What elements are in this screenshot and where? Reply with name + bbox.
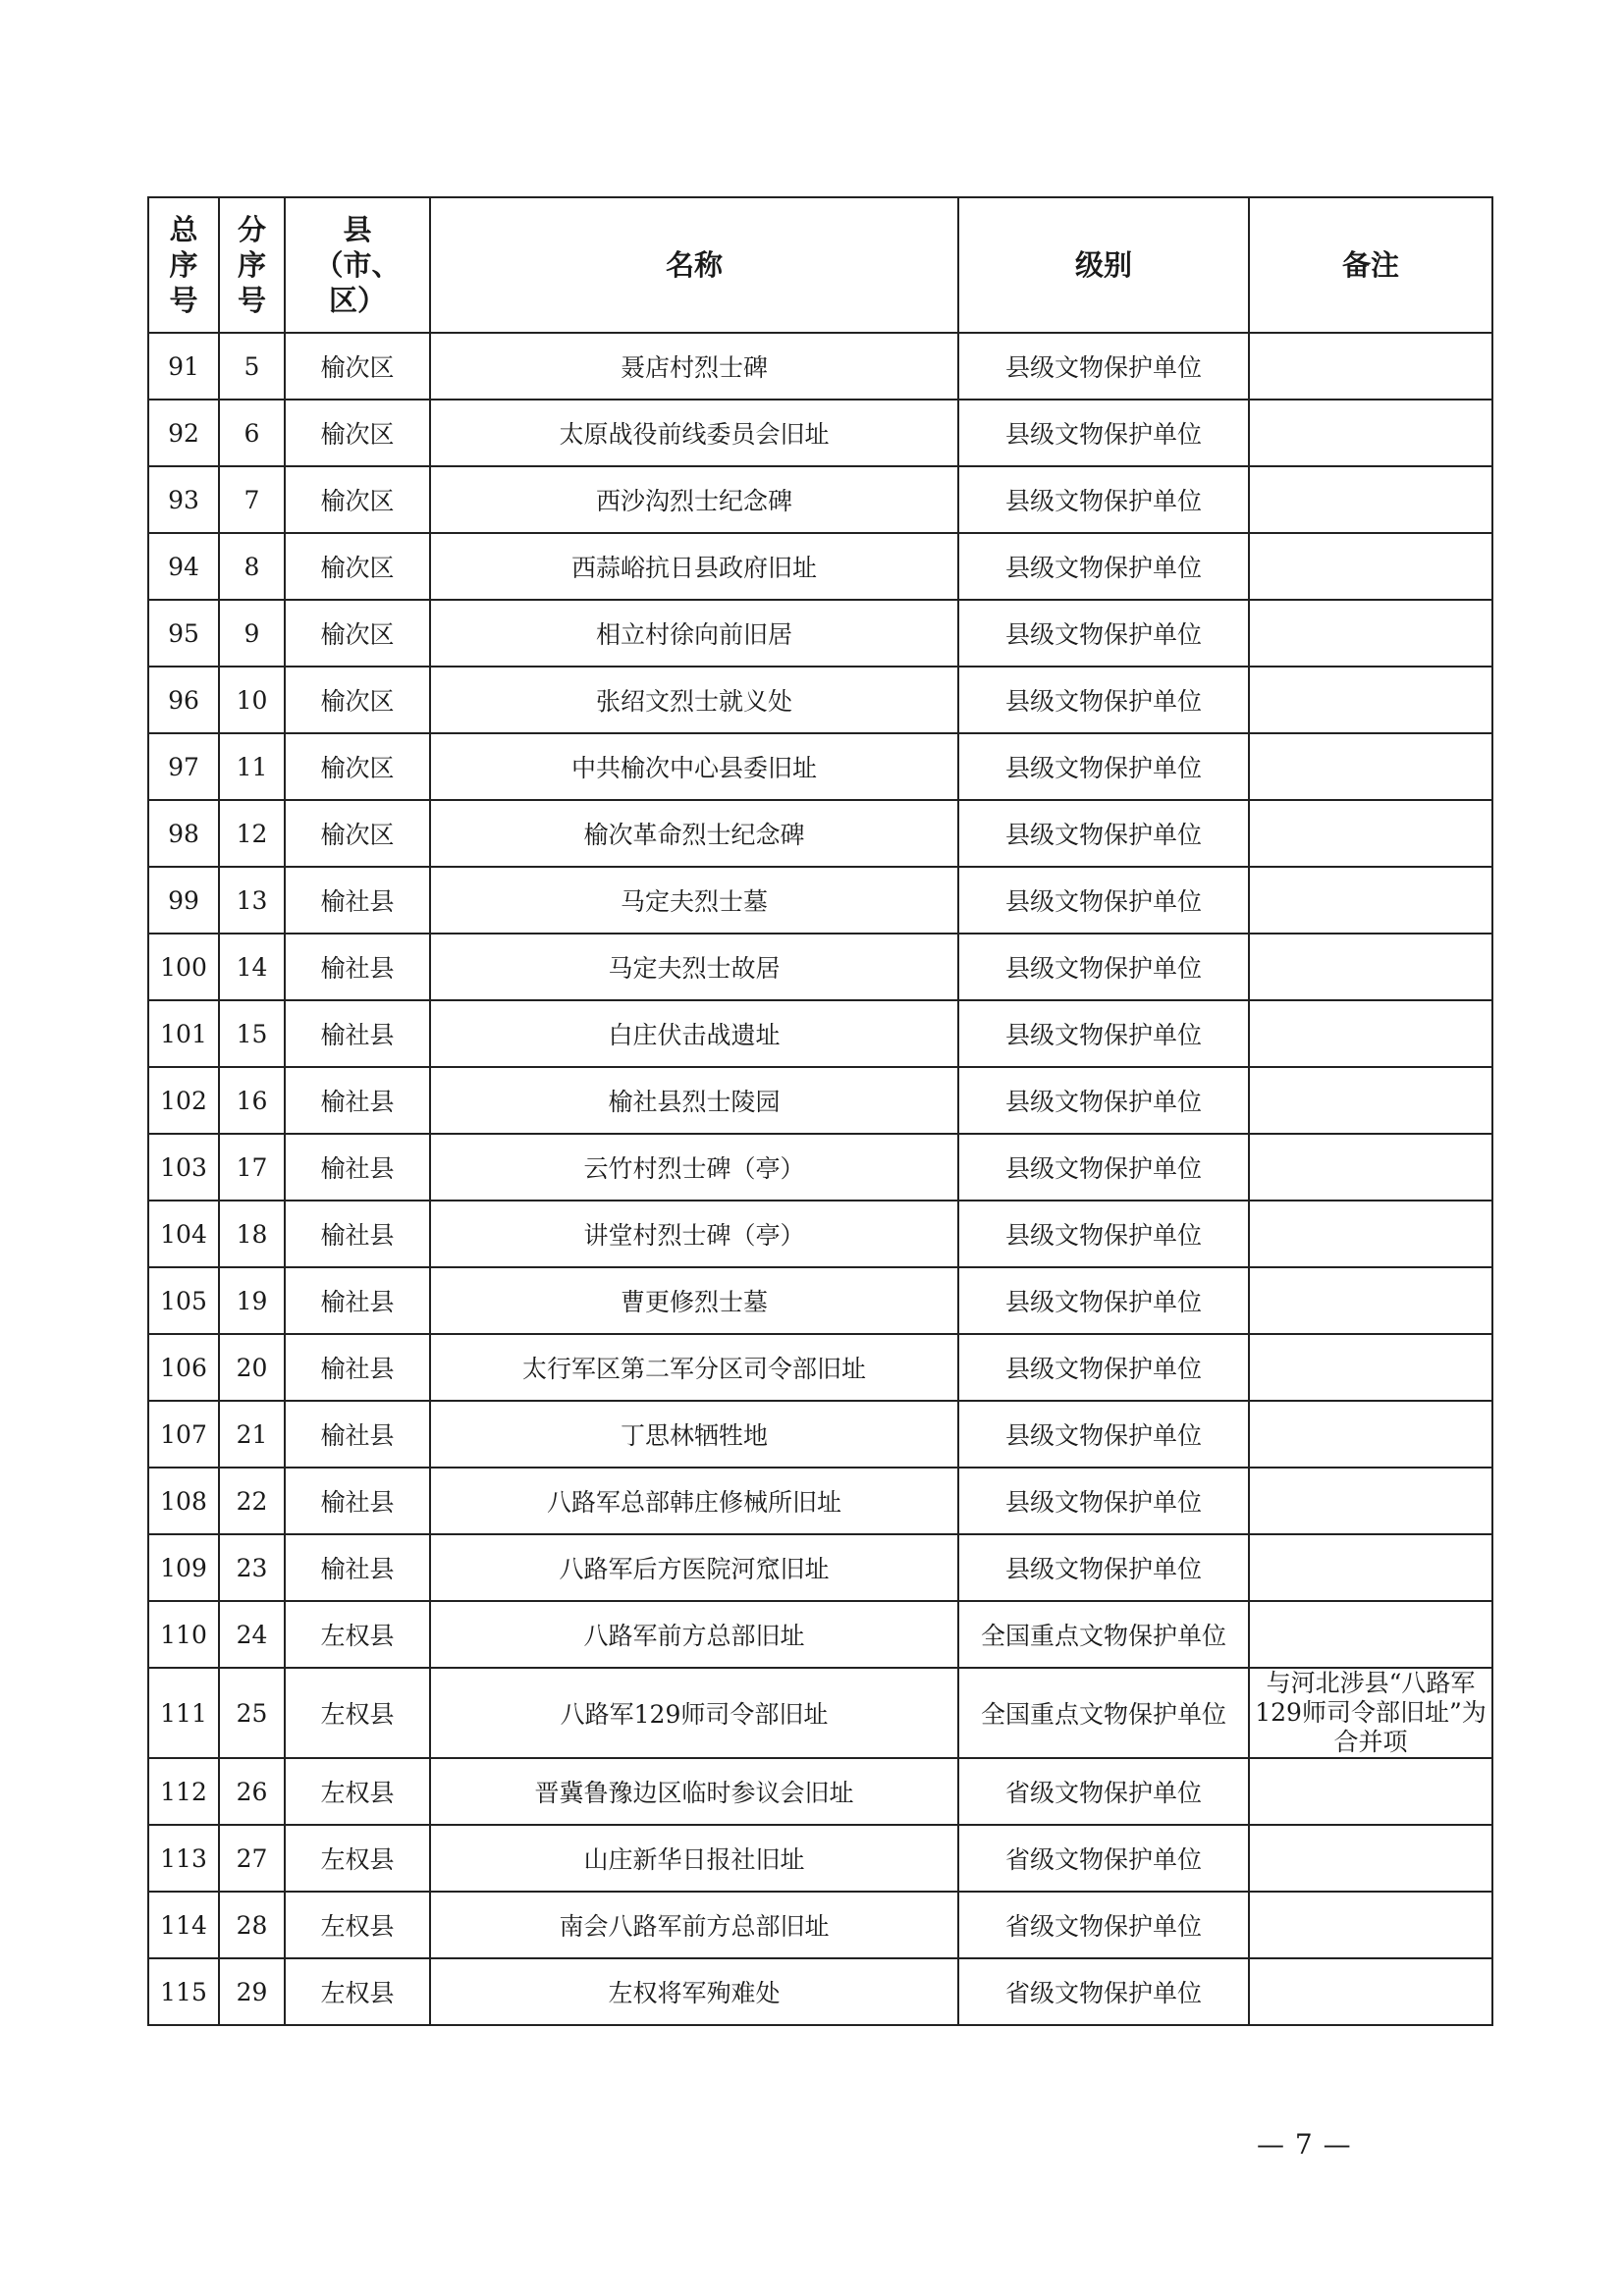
table-row bbox=[148, 333, 1492, 400]
cell-remark: 与河北涉县“八路军129师司令部旧址”为合并项 bbox=[1249, 1668, 1492, 1758]
cell-level: 县级文物保护单位 bbox=[958, 1067, 1249, 1134]
cell-county: 榆次区 bbox=[285, 533, 430, 600]
table-row bbox=[148, 1401, 1492, 1468]
cell-level: 省级文物保护单位 bbox=[958, 1758, 1249, 1825]
cell-total-seq: 113 bbox=[148, 1825, 219, 1892]
cell-county: 榆社县 bbox=[285, 1201, 430, 1267]
cell-sub-seq: 14 bbox=[219, 934, 285, 1000]
cell-name: 西沙沟烈士纪念碑 bbox=[430, 466, 958, 533]
table-row bbox=[148, 600, 1492, 667]
header-level: 级别 bbox=[958, 197, 1249, 333]
table-header-row bbox=[148, 197, 1492, 333]
cell-level: 县级文物保护单位 bbox=[958, 1534, 1249, 1601]
cell-level: 县级文物保护单位 bbox=[958, 1468, 1249, 1534]
cell-level: 县级文物保护单位 bbox=[958, 466, 1249, 533]
table-row bbox=[148, 1825, 1492, 1892]
cell-total-seq: 109 bbox=[148, 1534, 219, 1601]
table-row bbox=[148, 533, 1492, 600]
cell-name: 山庄新华日报社旧址 bbox=[430, 1825, 958, 1892]
cell-level: 省级文物保护单位 bbox=[958, 1892, 1249, 1958]
cell-total-seq: 115 bbox=[148, 1958, 219, 2025]
cell-name: 太原战役前线委员会旧址 bbox=[430, 400, 958, 466]
cell-name: 晋冀鲁豫边区临时参议会旧址 bbox=[430, 1758, 958, 1825]
header-total-seq: 总 序 号 bbox=[148, 197, 219, 333]
cell-total-seq: 112 bbox=[148, 1758, 219, 1825]
cell-sub-seq: 25 bbox=[219, 1668, 285, 1758]
cell-name: 西蒜峪抗日县政府旧址 bbox=[430, 533, 958, 600]
cell-sub-seq: 10 bbox=[219, 667, 285, 733]
cell-name: 中共榆次中心县委旧址 bbox=[430, 733, 958, 800]
cell-total-seq: 100 bbox=[148, 934, 219, 1000]
cell-remark bbox=[1249, 800, 1492, 867]
cell-level: 县级文物保护单位 bbox=[958, 400, 1249, 466]
heritage-table bbox=[147, 196, 1493, 2026]
cell-remark bbox=[1249, 1758, 1492, 1825]
cell-name: 太行军区第二军分区司令部旧址 bbox=[430, 1334, 958, 1401]
page-number: — 7 — bbox=[1257, 2128, 1352, 2161]
cell-sub-seq: 13 bbox=[219, 867, 285, 934]
cell-total-seq: 114 bbox=[148, 1892, 219, 1958]
cell-sub-seq: 23 bbox=[219, 1534, 285, 1601]
cell-remark bbox=[1249, 1000, 1492, 1067]
cell-level: 县级文物保护单位 bbox=[958, 533, 1249, 600]
table-row bbox=[148, 1267, 1492, 1334]
cell-sub-seq: 7 bbox=[219, 466, 285, 533]
cell-sub-seq: 17 bbox=[219, 1134, 285, 1201]
cell-county: 左权县 bbox=[285, 1668, 430, 1758]
cell-name: 八路军前方总部旧址 bbox=[430, 1601, 958, 1668]
cell-sub-seq: 20 bbox=[219, 1334, 285, 1401]
cell-name: 榆社县烈士陵园 bbox=[430, 1067, 958, 1134]
cell-county: 左权县 bbox=[285, 1825, 430, 1892]
table-body bbox=[148, 333, 1492, 2025]
table-row bbox=[148, 1201, 1492, 1267]
cell-total-seq: 91 bbox=[148, 333, 219, 400]
cell-total-seq: 92 bbox=[148, 400, 219, 466]
cell-name: 左权将军殉难处 bbox=[430, 1958, 958, 2025]
cell-name: 八路军后方医院河窊旧址 bbox=[430, 1534, 958, 1601]
table-row bbox=[148, 466, 1492, 533]
cell-sub-seq: 18 bbox=[219, 1201, 285, 1267]
cell-county: 榆社县 bbox=[285, 1534, 430, 1601]
cell-remark bbox=[1249, 733, 1492, 800]
cell-sub-seq: 9 bbox=[219, 600, 285, 667]
table-row bbox=[148, 733, 1492, 800]
cell-total-seq: 110 bbox=[148, 1601, 219, 1668]
cell-level: 全国重点文物保护单位 bbox=[958, 1668, 1249, 1758]
cell-level: 县级文物保护单位 bbox=[958, 1334, 1249, 1401]
table-row bbox=[148, 800, 1492, 867]
cell-sub-seq: 29 bbox=[219, 1958, 285, 2025]
cell-sub-seq: 5 bbox=[219, 333, 285, 400]
cell-total-seq: 99 bbox=[148, 867, 219, 934]
cell-remark bbox=[1249, 1601, 1492, 1668]
cell-level: 县级文物保护单位 bbox=[958, 1201, 1249, 1267]
cell-total-seq: 97 bbox=[148, 733, 219, 800]
header-name: 名称 bbox=[430, 197, 958, 333]
cell-remark bbox=[1249, 1892, 1492, 1958]
cell-level: 县级文物保护单位 bbox=[958, 1267, 1249, 1334]
cell-level: 县级文物保护单位 bbox=[958, 800, 1249, 867]
table-row bbox=[148, 1534, 1492, 1601]
cell-sub-seq: 6 bbox=[219, 400, 285, 466]
cell-name: 白庄伏击战遗址 bbox=[430, 1000, 958, 1067]
cell-name: 八路军总部韩庄修械所旧址 bbox=[430, 1468, 958, 1534]
cell-total-seq: 106 bbox=[148, 1334, 219, 1401]
cell-county: 左权县 bbox=[285, 1892, 430, 1958]
cell-level: 县级文物保护单位 bbox=[958, 934, 1249, 1000]
cell-county: 榆次区 bbox=[285, 667, 430, 733]
cell-sub-seq: 27 bbox=[219, 1825, 285, 1892]
table-row bbox=[148, 1892, 1492, 1958]
cell-total-seq: 94 bbox=[148, 533, 219, 600]
cell-county: 榆社县 bbox=[285, 1401, 430, 1468]
table-row bbox=[148, 1067, 1492, 1134]
cell-county: 榆社县 bbox=[285, 1134, 430, 1201]
cell-remark bbox=[1249, 1401, 1492, 1468]
cell-county: 榆次区 bbox=[285, 400, 430, 466]
cell-total-seq: 96 bbox=[148, 667, 219, 733]
cell-sub-seq: 12 bbox=[219, 800, 285, 867]
cell-remark bbox=[1249, 934, 1492, 1000]
cell-county: 榆社县 bbox=[285, 1267, 430, 1334]
cell-sub-seq: 24 bbox=[219, 1601, 285, 1668]
cell-level: 县级文物保护单位 bbox=[958, 1134, 1249, 1201]
cell-county: 左权县 bbox=[285, 1958, 430, 2025]
cell-sub-seq: 16 bbox=[219, 1067, 285, 1134]
cell-sub-seq: 19 bbox=[219, 1267, 285, 1334]
cell-county: 榆社县 bbox=[285, 1468, 430, 1534]
table-row bbox=[148, 1468, 1492, 1534]
cell-level: 县级文物保护单位 bbox=[958, 333, 1249, 400]
cell-sub-seq: 22 bbox=[219, 1468, 285, 1534]
table-row bbox=[148, 1601, 1492, 1668]
cell-name: 张绍文烈士就义处 bbox=[430, 667, 958, 733]
table-row bbox=[148, 934, 1492, 1000]
cell-remark bbox=[1249, 1958, 1492, 2025]
cell-name: 云竹村烈士碑（亭） bbox=[430, 1134, 958, 1201]
cell-remark bbox=[1249, 466, 1492, 533]
cell-level: 县级文物保护单位 bbox=[958, 667, 1249, 733]
cell-total-seq: 93 bbox=[148, 466, 219, 533]
table-row bbox=[148, 1000, 1492, 1067]
cell-level: 县级文物保护单位 bbox=[958, 1401, 1249, 1468]
cell-remark bbox=[1249, 1201, 1492, 1267]
header-county: 县 （市、 区） bbox=[285, 197, 430, 333]
cell-county: 榆社县 bbox=[285, 934, 430, 1000]
cell-level: 县级文物保护单位 bbox=[958, 733, 1249, 800]
cell-county: 左权县 bbox=[285, 1601, 430, 1668]
cell-total-seq: 102 bbox=[148, 1067, 219, 1134]
cell-remark bbox=[1249, 400, 1492, 466]
cell-total-seq: 104 bbox=[148, 1201, 219, 1267]
cell-sub-seq: 15 bbox=[219, 1000, 285, 1067]
cell-name: 马定夫烈士故居 bbox=[430, 934, 958, 1000]
cell-remark bbox=[1249, 1468, 1492, 1534]
cell-county: 榆次区 bbox=[285, 733, 430, 800]
table-row bbox=[148, 667, 1492, 733]
cell-level: 县级文物保护单位 bbox=[958, 1000, 1249, 1067]
cell-total-seq: 98 bbox=[148, 800, 219, 867]
table-row bbox=[148, 1334, 1492, 1401]
table-row bbox=[148, 1668, 1492, 1758]
cell-county: 左权县 bbox=[285, 1758, 430, 1825]
cell-name: 丁思林牺牲地 bbox=[430, 1401, 958, 1468]
cell-name: 相立村徐向前旧居 bbox=[430, 600, 958, 667]
cell-county: 榆社县 bbox=[285, 867, 430, 934]
cell-remark bbox=[1249, 1134, 1492, 1201]
table-row bbox=[148, 1758, 1492, 1825]
cell-county: 榆社县 bbox=[285, 1000, 430, 1067]
table-row bbox=[148, 867, 1492, 934]
cell-name: 曹更修烈士墓 bbox=[430, 1267, 958, 1334]
cell-total-seq: 105 bbox=[148, 1267, 219, 1334]
table-row bbox=[148, 1958, 1492, 2025]
cell-remark bbox=[1249, 333, 1492, 400]
cell-level: 省级文物保护单位 bbox=[958, 1825, 1249, 1892]
cell-name: 讲堂村烈士碑（亭） bbox=[430, 1201, 958, 1267]
cell-total-seq: 103 bbox=[148, 1134, 219, 1201]
cell-remark bbox=[1249, 1067, 1492, 1134]
cell-county: 榆次区 bbox=[285, 800, 430, 867]
cell-remark bbox=[1249, 667, 1492, 733]
cell-total-seq: 101 bbox=[148, 1000, 219, 1067]
table-row bbox=[148, 400, 1492, 466]
header-sub-seq: 分 序 号 bbox=[219, 197, 285, 333]
cell-sub-seq: 8 bbox=[219, 533, 285, 600]
table-row bbox=[148, 1134, 1492, 1201]
cell-name: 马定夫烈士墓 bbox=[430, 867, 958, 934]
cell-name: 八路军129师司令部旧址 bbox=[430, 1668, 958, 1758]
cell-level: 县级文物保护单位 bbox=[958, 600, 1249, 667]
cell-remark bbox=[1249, 600, 1492, 667]
cell-name: 南会八路军前方总部旧址 bbox=[430, 1892, 958, 1958]
cell-level: 省级文物保护单位 bbox=[958, 1958, 1249, 2025]
cell-remark bbox=[1249, 533, 1492, 600]
cell-level: 全国重点文物保护单位 bbox=[958, 1601, 1249, 1668]
cell-sub-seq: 28 bbox=[219, 1892, 285, 1958]
cell-remark bbox=[1249, 1267, 1492, 1334]
cell-remark bbox=[1249, 1334, 1492, 1401]
cell-county: 榆次区 bbox=[285, 600, 430, 667]
header-remark: 备注 bbox=[1249, 197, 1492, 333]
cell-remark bbox=[1249, 1534, 1492, 1601]
cell-level: 县级文物保护单位 bbox=[958, 867, 1249, 934]
cell-total-seq: 111 bbox=[148, 1668, 219, 1758]
cell-sub-seq: 26 bbox=[219, 1758, 285, 1825]
cell-name: 榆次革命烈士纪念碑 bbox=[430, 800, 958, 867]
cell-county: 榆次区 bbox=[285, 333, 430, 400]
cell-sub-seq: 11 bbox=[219, 733, 285, 800]
cell-remark bbox=[1249, 867, 1492, 934]
cell-county: 榆社县 bbox=[285, 1067, 430, 1134]
cell-sub-seq: 21 bbox=[219, 1401, 285, 1468]
cell-county: 榆次区 bbox=[285, 466, 430, 533]
cell-remark bbox=[1249, 1825, 1492, 1892]
cell-total-seq: 108 bbox=[148, 1468, 219, 1534]
cell-name: 聂店村烈士碑 bbox=[430, 333, 958, 400]
cell-total-seq: 95 bbox=[148, 600, 219, 667]
cell-total-seq: 107 bbox=[148, 1401, 219, 1468]
cell-county: 榆社县 bbox=[285, 1334, 430, 1401]
